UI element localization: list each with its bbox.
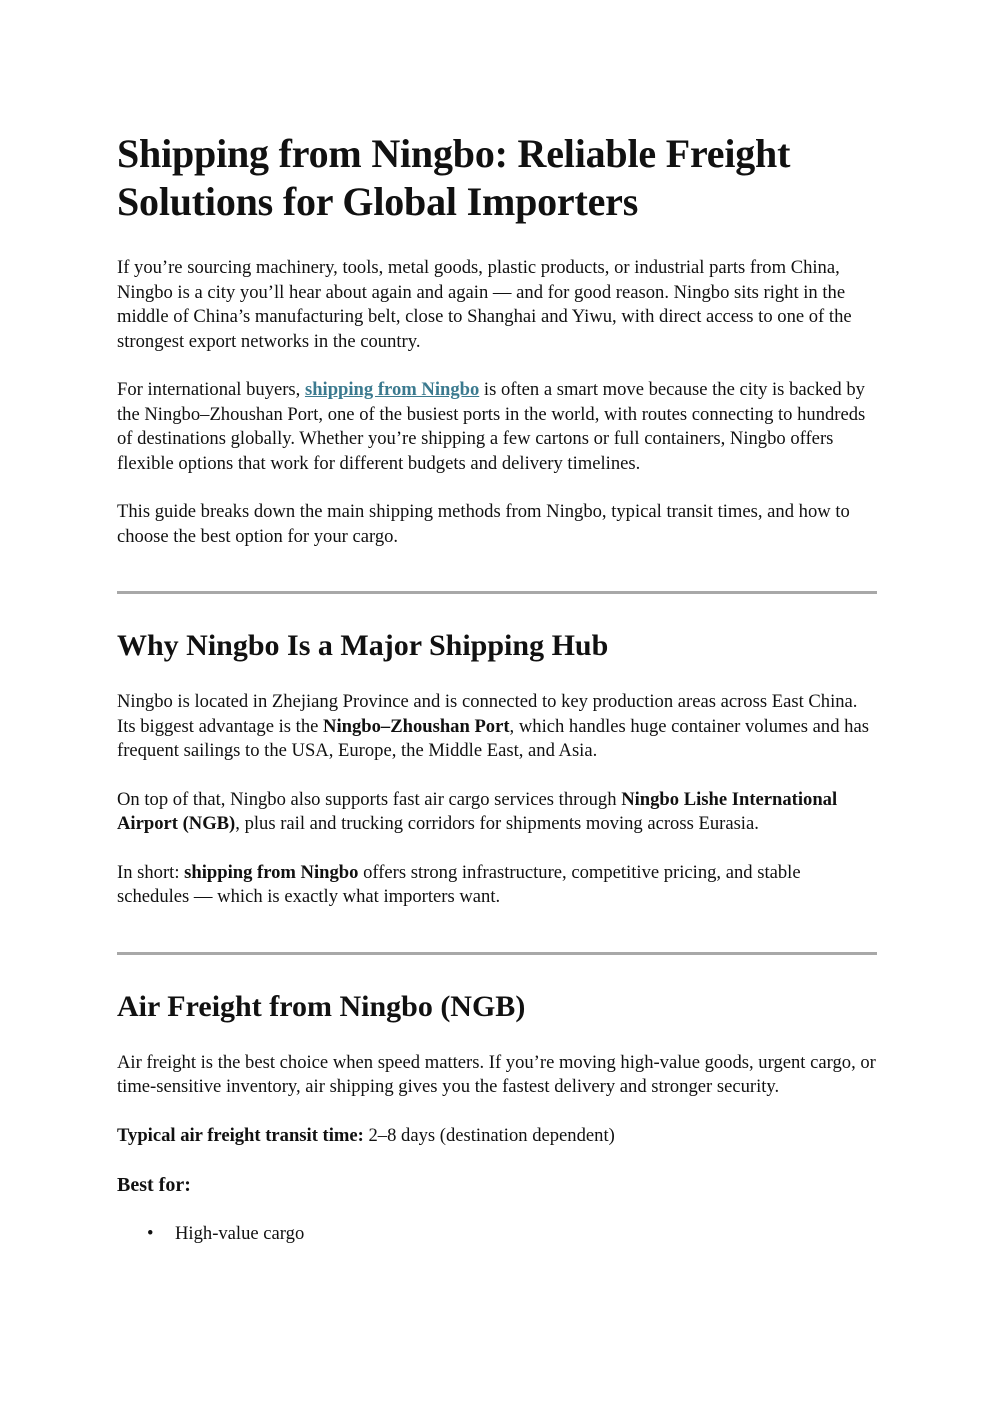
hub-paragraph-1 — [117, 690, 877, 764]
hub-paragraph-1-text-after: , which handles huge container volumes and has frequent sailings to the USA, Europe, the Middle East, and Asia. — [117, 715, 869, 761]
air-transit-label: Typical air freight transit time: — [117, 1124, 364, 1146]
intro-paragraph-2-text-before: For international buyers, — [117, 379, 305, 400]
intro-paragraph-2-text-after: is often a smart move because the city is backed by the Ningbo–Zhoushan Port, one of the busiest ports in the world, with routes connecting to hundreds of destinations globally. Whether you’re shipping a few cartons or full containers, Ningbo offers flexible options that work for different budgets and delivery timelines. — [117, 379, 866, 474]
section-divider-1 — [117, 591, 877, 594]
intro-paragraph-3: This guide breaks down the main shipping methods from Ningbo, typical transit times, and how to choose the best option for your cargo. — [117, 501, 850, 547]
hub-paragraph-2-bold: Ningbo Lishe International Airport (NGB) — [117, 788, 838, 834]
air-paragraph-1: Air freight is the best choice when speed matters. If you’re moving high-value goods, urgent cargo, or time-sensitive inventory, air shipping gives you the fastest delivery and stronger security. — [117, 1051, 876, 1097]
shipping-from-ningbo-link[interactable]: shipping from Ningbo — [304, 379, 480, 400]
section-divider-2 — [117, 952, 877, 955]
hub-paragraph-1-bold: Ningbo–Zhoushan Port — [323, 715, 510, 737]
air-transit-time — [117, 1124, 877, 1149]
hub-paragraph-2 — [117, 788, 877, 837]
hub-paragraph-3-text-after: offers strong infrastructure, competitive pricing, and stable schedules — which is exactly what importers want. — [117, 861, 801, 907]
intro-paragraph-1: If you’re sourcing machinery, tools, metal goods, plastic products, or industrial parts from China, Ningbo is a city you’ll hear about again and again — and for good reason. Ningbo sits right in the middle of China’s manufacturing belt, close to Shanghai and Yiwu, with direct access to one of the strongest export networks in the country. — [117, 257, 852, 352]
list-item — [147, 1222, 877, 1246]
list-item-text: High-value cargo — [175, 1223, 305, 1244]
bullet-icon: • — [147, 1223, 154, 1244]
best-for-list — [117, 1222, 877, 1246]
best-for-heading: Best for: — [117, 1174, 191, 1196]
air-section-heading: Air Freight from Ningbo (NGB) — [117, 989, 526, 1023]
document-page — [117, 118, 877, 1246]
hub-paragraph-3 — [117, 861, 877, 910]
hub-paragraph-2-text-before: On top of that, Ningbo also supports fast air cargo services through — [117, 788, 622, 810]
hub-paragraph-3-bold: shipping from Ningbo — [184, 861, 359, 883]
hub-paragraph-1-text-before: Ningbo is located in Zhejiang Province and is connected to key production areas across East China. Its biggest advantage is the — [117, 691, 858, 737]
hub-paragraph-2-text-after: , plus rail and trucking corridors for shipments moving across Eurasia. — [235, 813, 759, 834]
intro-paragraph-2 — [117, 378, 877, 476]
air-transit-value: 2–8 days (destination dependent) — [363, 1124, 615, 1146]
page-title: Shipping from Ningbo: Reliable Freight Solutions for Global Importers — [117, 131, 791, 224]
hub-section-heading: Why Ningbo Is a Major Shipping Hub — [117, 629, 609, 662]
hub-paragraph-3-text-before: In short: — [117, 861, 185, 883]
